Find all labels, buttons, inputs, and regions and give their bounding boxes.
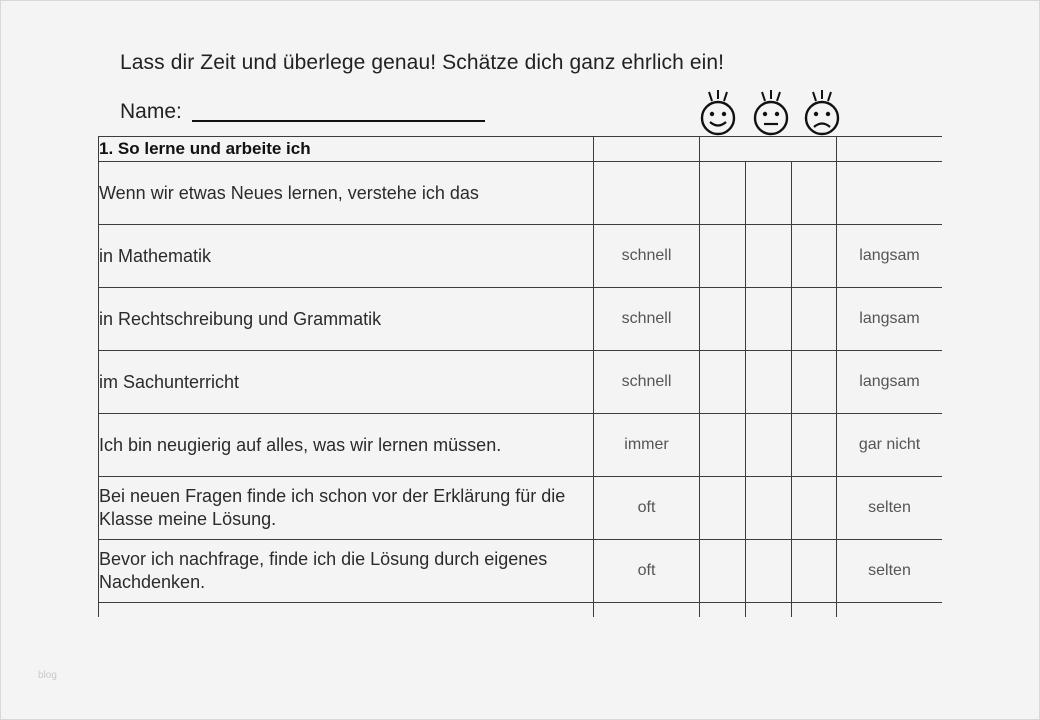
question-text (99, 603, 594, 618)
rating-cell[interactable] (746, 225, 792, 288)
table-row (99, 477, 943, 540)
header-cell (837, 137, 942, 162)
rating-table-wrapper (98, 136, 942, 617)
question-text: Wenn wir etwas Neues lernen, verstehe ich das (99, 162, 594, 225)
rating-cell[interactable] (746, 540, 792, 603)
instruction-text: Lass dir Zeit und überlege genau! Schätze dich ganz ehrlich ein! (120, 51, 725, 74)
right-label (837, 603, 942, 618)
rating-cell[interactable] (700, 540, 746, 603)
happy-face-icon (698, 89, 738, 137)
rating-cell[interactable] (792, 477, 837, 540)
name-label: Name: (120, 100, 182, 123)
question-text: Bevor ich nachfrage, finde ich die Lösung durch eigenes Nachdenken. (99, 540, 594, 603)
table-row-cut-off (99, 603, 943, 618)
right-label: selten (837, 540, 942, 603)
neutral-face-icon (751, 89, 791, 137)
rating-cell[interactable] (746, 477, 792, 540)
table-row (99, 162, 943, 225)
table-row (99, 540, 943, 603)
table-row (99, 225, 943, 288)
rating-cell[interactable] (700, 288, 746, 351)
table-row (99, 288, 943, 351)
question-text: in Mathematik (99, 225, 594, 288)
table-row (99, 351, 943, 414)
rating-cell[interactable] (792, 540, 837, 603)
rating-table (98, 136, 942, 617)
watermark: blog (38, 670, 57, 681)
left-label: oft (594, 540, 700, 603)
section-title: 1. So lerne und arbeite ich (99, 137, 594, 162)
right-label: selten (837, 477, 942, 540)
right-label (837, 162, 942, 225)
right-label: langsam (837, 351, 942, 414)
rating-cell[interactable] (792, 288, 837, 351)
header-cell (700, 137, 837, 162)
name-field[interactable] (192, 120, 485, 122)
right-label: gar nicht (837, 414, 942, 477)
right-label: langsam (837, 225, 942, 288)
rating-cell[interactable] (746, 414, 792, 477)
rating-cell[interactable] (700, 603, 746, 618)
rating-cell[interactable] (700, 162, 746, 225)
left-label: oft (594, 477, 700, 540)
rating-cell[interactable] (700, 225, 746, 288)
rating-cell[interactable] (746, 351, 792, 414)
table-header-row (99, 137, 943, 162)
left-label: immer (594, 414, 700, 477)
rating-cell[interactable] (700, 477, 746, 540)
question-text: im Sachunterricht (99, 351, 594, 414)
rating-cell[interactable] (746, 288, 792, 351)
left-label: schnell (594, 225, 700, 288)
question-text: in Rechtschreibung und Grammatik (99, 288, 594, 351)
rating-cell[interactable] (700, 351, 746, 414)
rating-cell[interactable] (792, 225, 837, 288)
rating-cell[interactable] (700, 414, 746, 477)
left-label (594, 162, 700, 225)
left-label: schnell (594, 351, 700, 414)
sad-face-icon (802, 89, 842, 137)
rating-cell[interactable] (792, 351, 837, 414)
rating-cell[interactable] (792, 162, 837, 225)
rating-cell[interactable] (746, 603, 792, 618)
rating-cell[interactable] (792, 414, 837, 477)
left-label: schnell (594, 288, 700, 351)
question-text: Ich bin neugierig auf alles, was wir lernen müssen. (99, 414, 594, 477)
question-text: Bei neuen Fragen finde ich schon vor der Erklärung für die Klasse meine Lösung. (99, 477, 594, 540)
header-cell (594, 137, 700, 162)
right-label: langsam (837, 288, 942, 351)
table-row (99, 414, 943, 477)
rating-cell[interactable] (792, 603, 837, 618)
left-label (594, 603, 700, 618)
rating-cell[interactable] (746, 162, 792, 225)
